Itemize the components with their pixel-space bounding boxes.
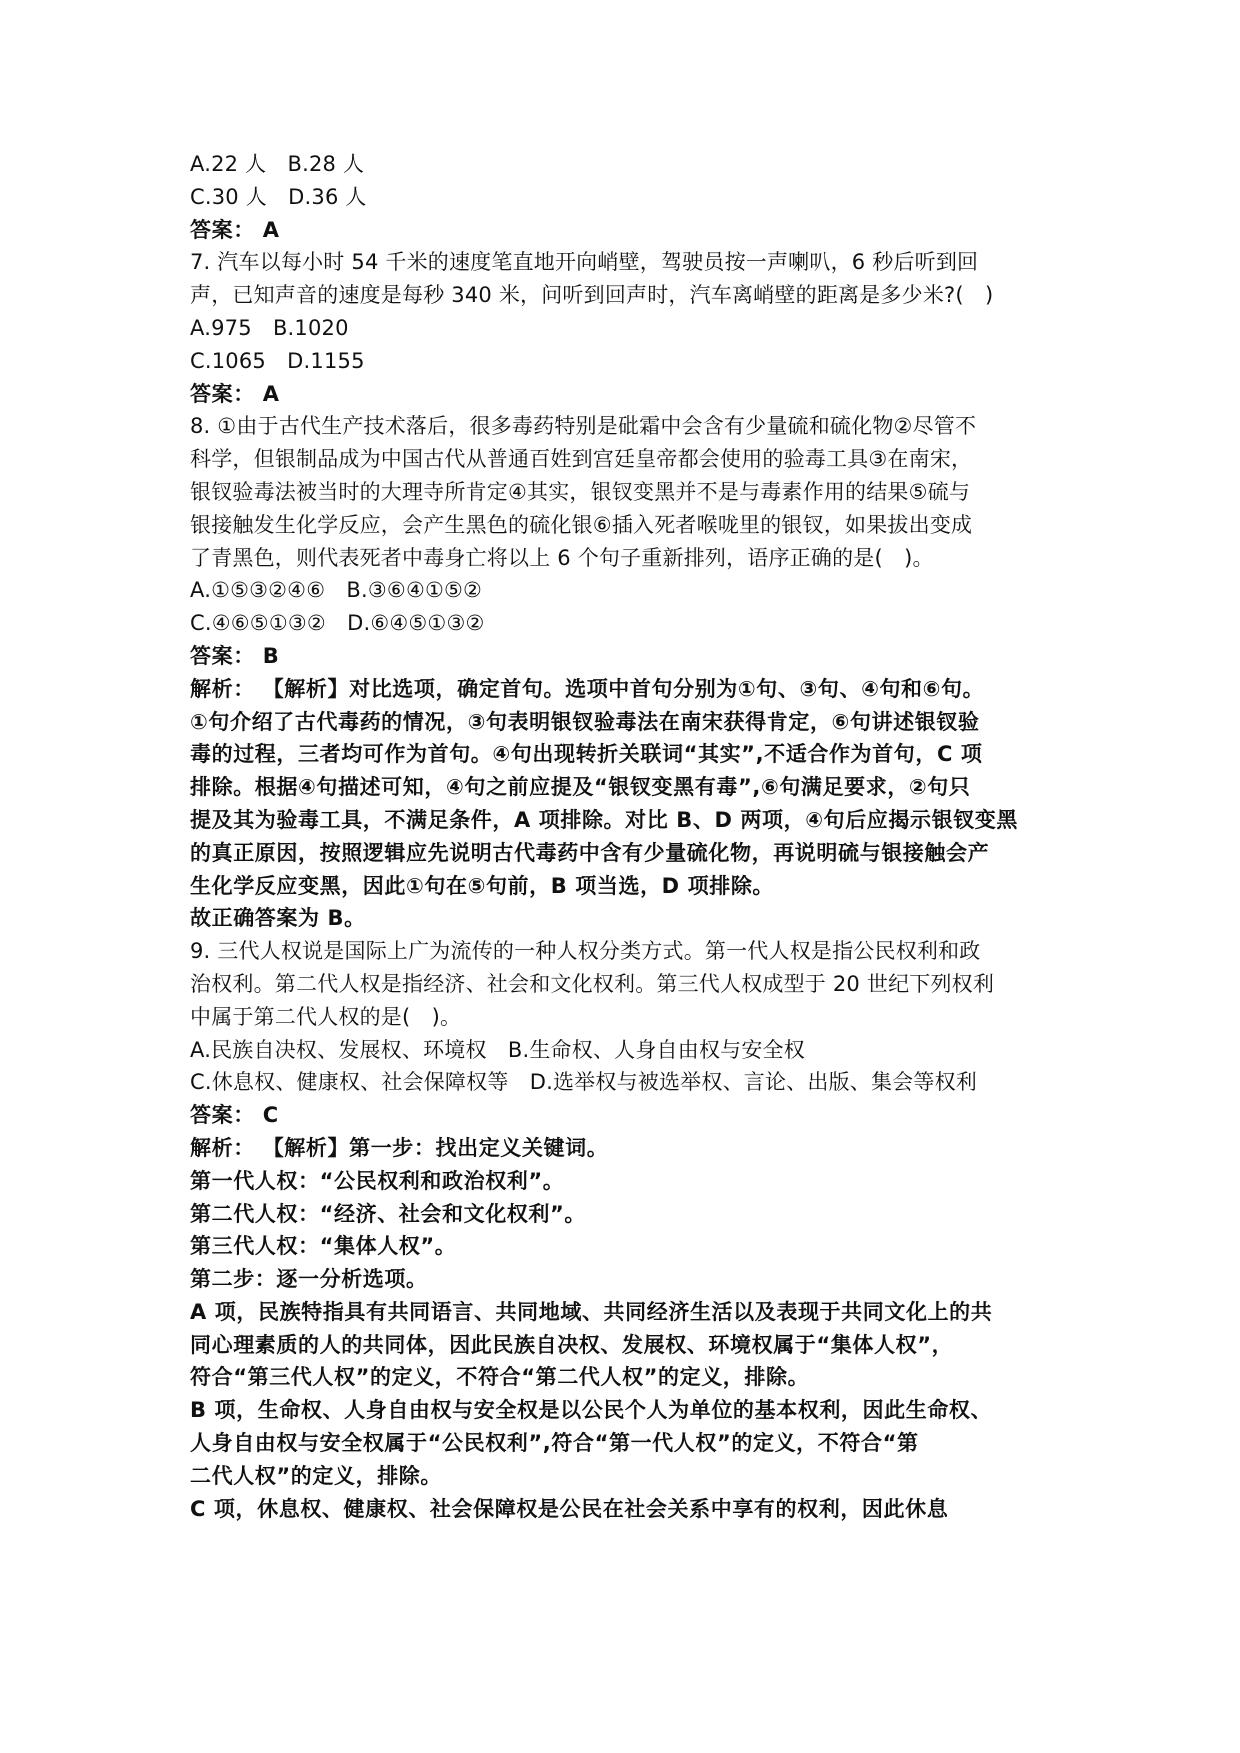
q9-analysis-line: 解析： 【解析】第一步：找出定义关键词。 (190, 1135, 609, 1160)
q6-answer: 答案： A (190, 217, 280, 242)
q9-analysis-line: 第三代人权：“集体人权”。 (190, 1234, 457, 1259)
q8-stem-line: 银钗验毒法被当时的大理寺所肯定④其实，银钗变黑并不是与毒素作用的结果⑤硫与 (190, 479, 971, 504)
q9-options-cd: C.休息权、健康权、社会保障权等 D.选举权与被选举权、言论、出版、集会等权利 (190, 1070, 977, 1095)
q9-analysis-line: 第二步：逐一分析选项。 (190, 1267, 428, 1292)
q9-analysis-line: B 项，生命权、人身自由权与安全权是以公民个人为单位的基本权利，因此生命权、 (190, 1398, 993, 1423)
q7-stem-line: 声，已知声音的速度是每秒 340 米，问听到回声时，汽车离峭壁的距离是多少米?( ) (190, 283, 994, 308)
q8-options-ab: A.①⑤③②④⑥ B.③⑥④①⑤② (190, 578, 483, 603)
q6-options-ab: A.22 人 B.28 人 (190, 152, 365, 176)
q9-analysis-line: 第一代人权：“公民权利和政治权利”。 (190, 1168, 565, 1193)
q8-stem-line: 了青黑色，则代表死者中毒身亡将以上 6 个句子重新排列，语序正确的是( )。 (190, 545, 934, 570)
q9-stem-line: 治权利。第二代人权是指经济、社会和文化权利。第三代人权成型于 20 世纪下列权利 (190, 971, 995, 996)
q8-stem-line: 银接触发生化学反应，会产生黑色的硫化银⑥插入死者喉咙里的银钗，如果拔出变成 (190, 512, 973, 537)
q9-options-ab: A.民族自决权、发展权、环境权 B.生命权、人身自由权与安全权 (190, 1037, 805, 1062)
q7-options-cd: C.1065 D.1155 (190, 348, 365, 373)
q9-answer: 答案： C (190, 1103, 279, 1128)
q8-analysis-line: 的真正原因，按照逻辑应先说明古代毒药中含有少量硫化物，再说明硫与银接触会产 (190, 840, 990, 865)
q7-answer: 答案： A (190, 381, 280, 406)
q8-analysis-line: 提及其为验毒工具，不满足条件，A 项排除。对比 B、D 两项，④句后应揭示银钗变黑 (190, 807, 1019, 832)
q9-analysis-line: 符合“第三代人权”的定义，不符合“第二代人权”的定义，排除。 (190, 1365, 810, 1390)
q9-analysis-line: A 项，民族特指具有共同语言、共同地域、共同经济生活以及表现于共同文化上的共 (190, 1299, 993, 1324)
q7-stem-line: 7. 汽车以每小时 54 千米的速度笔直地开向峭壁，驾驶员按一声喇叭，6 秒后听到回 (190, 250, 979, 275)
q8-options-cd: C.④⑥⑤①③② D.⑥④⑤①③② (190, 611, 485, 636)
q6-options-cd: C.30 人 D.36 人 (190, 184, 367, 209)
q9-analysis-line: 第二代人权：“经济、社会和文化权利”。 (190, 1201, 587, 1226)
q8-stem-line: 科学，但银制品成为中国古代从普通百姓到宫廷皇帝都会使用的验毒工具③在南宋， (190, 447, 973, 472)
q9-analysis-line: C 项，休息权、健康权、社会保障权是公民在社会关系中享有的权利，因此休息 (190, 1496, 949, 1521)
q8-answer: 答案： B (190, 643, 280, 668)
q9-analysis-line: 二代人权”的定义，排除。 (190, 1463, 443, 1488)
q9-analysis-line: 人身自由权与安全权属于“公民权利”,符合“第一代人权”的定义，不符合“第 (190, 1431, 919, 1456)
q9-stem-line: 中属于第二代人权的是( )。 (190, 1004, 462, 1029)
q9-stem-line: 9. 三代人权说是国际上广为流传的一种人权分类方式。第一代人权是指公民权利和政 (190, 939, 981, 964)
document-body (190, 148, 1070, 1525)
q7-options-ab: A.975 B.1020 (190, 315, 349, 340)
q8-analysis-line: 排除。根据④句描述可知，④句之前应提及“银钗变黑有毒”,⑥句满足要求，②句只 (190, 775, 971, 800)
q8-analysis-line: ①句介绍了古代毒药的情况，③句表明银钗验毒法在南宋获得肯定，⑥句讲述银钗验 (190, 709, 980, 734)
q8-analysis-line: 解析： 【解析】对比选项，确定首句。选项中首句分别为①句、③句、④句和⑥句。 (190, 676, 985, 701)
q9-analysis-line: 同心理素质的人的共同体，因此民族自决权、发展权、环境权属于“集体人权”， (190, 1332, 954, 1357)
q8-stem-line: 8. ①由于古代生产技术落后，很多毒药特别是砒霜中会含有少量硫和硫化物②尽管不 (190, 414, 977, 439)
q8-analysis-line: 生化学反应变黑，因此①句在⑤句前，B 项当选，D 项排除。 (190, 873, 775, 898)
q8-analysis-line: 毒的过程，三者均可作为首句。④句出现转折关联词“其实”,不适合作为首句，C 项 (190, 742, 983, 767)
q8-conclusion: 故正确答案为 B。 (190, 906, 366, 931)
